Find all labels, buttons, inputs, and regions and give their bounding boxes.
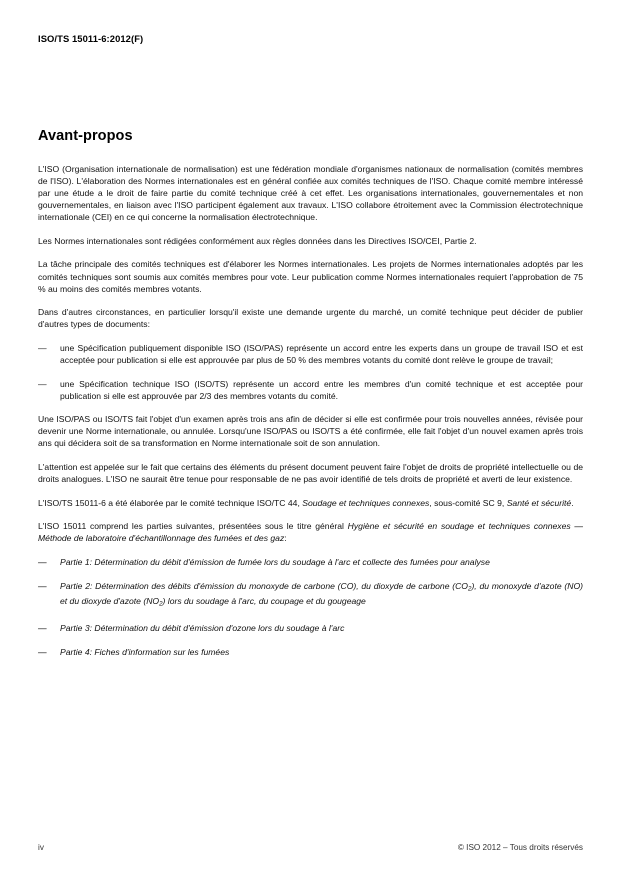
paragraph-patent-rights: L'attention est appelée sur le fait que certains des éléments du présent document peuvent faire l'objet de droits de propriété intellectuelle ou de droits analogues. L'ISO ne saurait être tenue pour responsable de ne pas avoir identifié de tels droits de propriété et averti de leur existence.	[38, 462, 583, 485]
no2-subscript: 2	[159, 600, 163, 608]
list-item	[38, 622, 583, 634]
list-item	[38, 342, 583, 366]
page-footer	[38, 843, 583, 855]
part-2-title-segment-c: ) lors du soudage à l'arc, du coupage et du gougeage	[162, 596, 366, 607]
subcommittee-lead-text: , sous-comité SC 9,	[429, 497, 507, 508]
committee-lead-text: L'ISO/TS 15011-6 a été élaborée par le comité technique ISO/TC 44,	[38, 497, 303, 508]
paragraph-series-introduction	[38, 520, 583, 544]
list-item-text: une Spécification technique ISO (ISO/TS) représente un accord entre les membres d'un comité technique et est acceptée pour publication si elle est approuvée par 2/3 des membres votants du comité.	[60, 378, 583, 401]
series-lead-text: L'ISO 15011 comprend les parties suivantes, présentées sous le titre général	[38, 521, 348, 532]
paragraph-voting-approval: La tâche principale des comités techniques est d'élaborer les Normes internationales. Les projets de Normes internationales adoptés par les comités techniques sont soumis aux comités membres pour vote. Leur publication comme Normes internationales requiert l'approbation de 75 % au moins des comités membres votants.	[38, 259, 583, 294]
committee-trailing-punctuation: .	[571, 497, 574, 508]
paragraph-iso-introduction: L'ISO (Organisation internationale de normalisation) est une fédération mondiale d'organismes nationaux de normalisation (comités membres de l'ISO). L'élaboration des Normes internationales est en général confiée aux comités techniques de l'ISO. Chaque comité membre intéressé par une étude a le droit de faire partie du comité technique créé à cet effet. Les organisations internationales, gouvernementales et non gouvernementales, en liaison avec l'ISO participent également aux travaux. L'ISO collabore étroitement avec la Commission électrotechnique internationale (CEI) en ce qui concerne la normalisation électrotechnique.	[38, 164, 583, 223]
em-dash-marker: —	[38, 580, 47, 591]
paragraph-other-document-types: Dans d'autres circonstances, en particulier lorsqu'il existe une demande urgente du marché, un comité technique peut décider de publier d'autres types de documents:	[38, 307, 583, 330]
series-trailing-punctuation: :	[284, 533, 287, 544]
page-content	[38, 128, 583, 669]
page-number: iv	[38, 843, 44, 852]
part-1-title: Partie 1: Détermination du débit d'émission de fumée lors du soudage à l'arc et collecte des fumées pour analyse	[60, 557, 490, 568]
part-3-title: Partie 3: Détermination du débit d'émission d'ozone lors du soudage à l'arc	[60, 623, 345, 634]
list-item	[38, 646, 583, 658]
part-4-title: Partie 4: Fiches d'information sur les fumées	[60, 646, 230, 657]
paragraph-directives: Les Normes internationales sont rédigées conformément aux règles données dans les Directives ISO/CEI, Partie 2.	[38, 235, 477, 246]
list-item-text: une Spécification publiquement disponible ISO (ISO/PAS) représente un accord entre les experts dans un groupe de travail ISO et est acceptée pour publication si elle est approuvée par plus de 50 % des membres votants du comité dont relève le groupe de travail;	[60, 342, 583, 365]
list-item	[38, 556, 583, 568]
series-general-title-italic: Hygiène et sécurité en soudage et techniques connexes — Méthode de laboratoire d'échantillonnage des fumées et des gaz	[38, 521, 583, 544]
em-dash-marker: —	[38, 342, 47, 353]
subcommittee-title-italic: Santé et sécurité	[506, 497, 572, 508]
committee-title-italic: Soudage et techniques connexes	[302, 497, 430, 508]
paragraph-review-after-three-years: Une ISO/PAS ou ISO/TS fait l'objet d'un examen après trois ans afin de décider si elle est confirmée pour trois nouvelles années, révisée pour devenir une Norme internationale, ou annulée. Lorsqu'une ISO/PAS ou ISO/TS a été confirmée, elle fait l'objet d'un nouvel examen après trois ans qui décidera soit de sa transformation en Norme internationale soit de son annulation.	[38, 414, 583, 449]
co2-subscript: 2	[467, 585, 472, 593]
part-2-title-segment-a: Partie 2: Détermination des débits d'émission du monoxyde de carbone (CO), du dioxyde de carbone (CO	[60, 580, 468, 591]
document-types-list	[38, 342, 583, 402]
em-dash-marker: —	[38, 557, 47, 568]
em-dash-marker: —	[38, 378, 47, 389]
part-2-title	[60, 581, 583, 606]
em-dash-marker: —	[38, 623, 47, 634]
running-header: ISO/TS 15011-6:2012(F)	[38, 33, 144, 44]
list-item	[38, 580, 583, 611]
part-2-title-segment-b: ), du monoxyde d'azote (NO) et du dioxyde d'azote (NO	[60, 580, 583, 607]
list-item	[38, 378, 583, 402]
copyright-notice: © ISO 2012 – Tous droits réservés	[457, 843, 583, 852]
parts-list	[38, 556, 583, 658]
page-title: Avant-propos	[38, 128, 133, 144]
paragraph-committee-credit	[38, 497, 583, 509]
em-dash-marker: —	[38, 646, 47, 657]
